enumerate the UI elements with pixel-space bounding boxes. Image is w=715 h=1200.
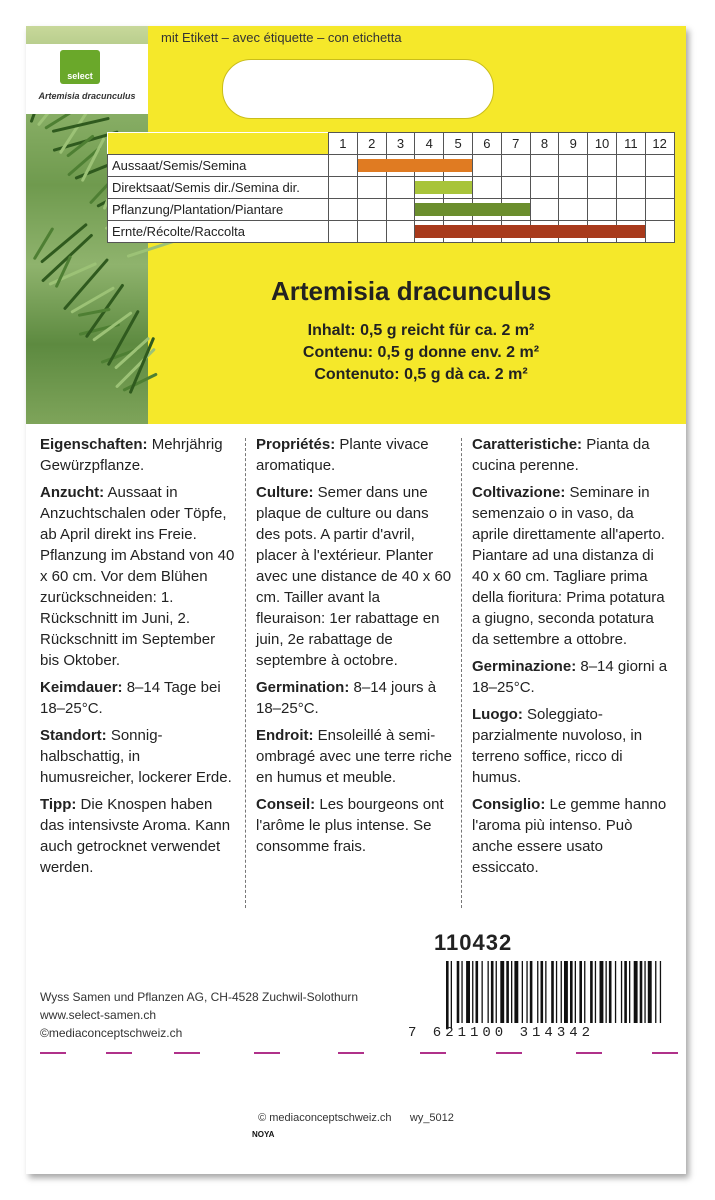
barcode-bar	[457, 961, 460, 1023]
seed-packet-back	[26, 26, 686, 1174]
barcode-bar	[551, 961, 554, 1023]
calendar-row-label: Direktsaat/Semis dir./Semina dir.	[108, 177, 329, 199]
month-header: 9	[559, 133, 588, 155]
calendar-bar	[358, 159, 387, 172]
barcode-bar	[482, 961, 483, 1023]
info-text: 8–14 Tage bei 18–25°C.	[40, 679, 221, 717]
calendar-bar	[472, 203, 502, 216]
barcode-bar	[634, 961, 638, 1023]
select-logo-text: select	[67, 71, 93, 81]
calendar-bar	[443, 203, 473, 216]
calendar-bar	[443, 159, 472, 172]
barcode-bar	[609, 961, 612, 1023]
barcode-bar	[648, 961, 652, 1023]
info-text: Sonnig-halbschattig, in humusreicher, lockerer Erde.	[40, 727, 232, 786]
info-text: Soleggiato-parzialmente nuvoloso, in terreno soffice, ricco di humus.	[472, 706, 643, 786]
barcode-bar	[545, 961, 546, 1023]
etikett-note: mit Etikett – avec étiquette – con etichetta	[161, 30, 402, 45]
info-heading: Tipp:	[40, 796, 77, 813]
month-header: 4	[415, 133, 444, 155]
label-plant-name: Artemisia dracunculus	[38, 91, 136, 101]
barcode-bar	[506, 961, 509, 1023]
info-text: Mehrjährig Gewürzpflanze.	[40, 436, 223, 474]
cut-mark	[338, 1052, 364, 1054]
info-paragraph	[256, 794, 452, 857]
barcode-bar	[496, 961, 497, 1023]
calendar-row-label: Pflanzung/Plantation/Piantare	[108, 199, 329, 221]
barcode-bar	[640, 961, 643, 1023]
info-text: Le gemme hanno l'aroma più intenso. Può anche essere usato essiccato.	[472, 796, 667, 876]
barcode-bar	[629, 961, 630, 1023]
info-text: Aussaat in Anzuchtschalen oder Töpfe, ab April direkt ins Freie. Pflanzung im Abstand von 40 x 60 cm. Vor dem Blühen zurückschneiden: 1. Rückschnitt im Juni, 2. Rückschnitt im September bis Oktober.	[40, 484, 235, 669]
barcode-bar	[624, 961, 627, 1023]
info-heading: Endroit:	[256, 727, 314, 744]
info-paragraph	[40, 677, 236, 719]
cut-mark	[106, 1052, 132, 1054]
month-header: 11	[616, 133, 645, 155]
info-paragraph	[472, 656, 668, 698]
cut-mark	[254, 1052, 280, 1054]
barcode-bar	[615, 961, 616, 1023]
barcode-bar	[526, 961, 527, 1023]
cut-mark	[40, 1052, 66, 1054]
calendar-bar	[443, 181, 472, 194]
info-heading: Consiglio:	[472, 796, 546, 813]
sowing-calendar	[107, 132, 675, 243]
footer-code: wy_5012	[409, 1112, 454, 1124]
barcode-bar	[530, 961, 533, 1023]
info-paragraph	[472, 704, 668, 788]
cut-mark	[496, 1052, 522, 1054]
cut-mark	[174, 1052, 200, 1054]
barcode-bar	[595, 961, 596, 1023]
column-divider	[245, 438, 246, 908]
barcode-bar	[564, 961, 568, 1023]
month-header: 5	[444, 133, 473, 155]
info-heading: Caratteristiche:	[472, 436, 583, 453]
calendar-bar	[587, 225, 617, 238]
printer-logo: NOYA	[252, 1130, 275, 1139]
info-text: Semer dans une plaque de culture ou dans des pots. A partir d'avril, placer à l'extérieur. Planter avec une distance de 40 x 60 cm. Tailler avant la fleuraison: 1er rabattage en juin, 2e rabattage de septembre à octobre.	[256, 484, 452, 669]
info-heading: Keimdauer:	[40, 679, 123, 696]
plant-label-tag	[26, 44, 148, 114]
info-heading: Coltivazione:	[472, 484, 566, 501]
hanger-hole	[222, 59, 494, 119]
article-number: 110432	[434, 930, 513, 955]
info-text: 8–14 jours à 18–25°C.	[256, 679, 437, 717]
company-web: www.select-samen.ch	[40, 1008, 157, 1022]
barcode-bar	[655, 961, 656, 1023]
info-heading: Anzucht:	[40, 484, 105, 501]
info-text: Plante vivace aromatique.	[256, 436, 429, 474]
month-header: 8	[530, 133, 559, 155]
content-fr: Contenu: 0,5 g donne env. 2 m²	[302, 344, 540, 361]
info-paragraph	[40, 482, 236, 671]
month-header: 12	[645, 133, 674, 155]
barcode-bar	[451, 961, 452, 1029]
info-heading: Conseil:	[256, 796, 316, 813]
info-text: Die Knospen haben das intensivste Aroma. Kann auch getrocknet verwendet werden.	[40, 796, 231, 876]
info-paragraph	[40, 434, 236, 476]
column-french	[256, 434, 452, 863]
barcode-bar	[491, 961, 494, 1023]
calendar-row-label: Aussaat/Semis/Semina	[108, 155, 329, 177]
info-heading: Luogo:	[472, 706, 523, 723]
barcode-bar	[488, 961, 489, 1023]
month-header: 2	[357, 133, 386, 155]
month-header: 7	[501, 133, 530, 155]
barcode-bar	[600, 961, 604, 1023]
footer-line	[26, 1112, 686, 1124]
barcode-bar	[606, 961, 607, 1023]
column-italian	[472, 434, 668, 884]
calendar-bar	[530, 225, 560, 238]
month-header: 10	[588, 133, 617, 155]
info-paragraph	[256, 482, 452, 671]
calendar-bar	[386, 159, 416, 172]
barcode-bar	[644, 961, 645, 1023]
info-paragraph	[40, 794, 236, 878]
plant-title: Artemisia dracunculus	[271, 276, 552, 306]
barcode-bar	[541, 961, 544, 1023]
cut-mark	[576, 1052, 602, 1054]
info-paragraph	[256, 677, 452, 719]
calendar-bar	[616, 225, 645, 238]
info-text: 8–14 giorni a 18–25°C.	[472, 658, 668, 696]
footer-copyright: © mediaconceptschweiz.ch	[258, 1112, 392, 1124]
barcode-bar	[472, 961, 473, 1023]
barcode-bar	[466, 961, 470, 1023]
barcode-bar	[514, 961, 518, 1023]
info-heading: Germinazione:	[472, 658, 577, 675]
barcode-bar	[575, 961, 576, 1023]
column-german	[40, 434, 236, 884]
info-heading: Propriétés:	[256, 436, 336, 453]
info-text: Les bourgeons ont l'arôme le plus intense. Se consomme frais.	[256, 796, 444, 855]
calendar-bar	[415, 203, 444, 216]
calendar-bar	[415, 225, 444, 238]
leaf-shape	[78, 308, 111, 317]
info-heading: Eigenschaften:	[40, 436, 148, 453]
info-paragraph	[256, 434, 452, 476]
barcode-bar	[537, 961, 538, 1023]
calendar-bar	[558, 225, 588, 238]
info-text: Pianta da cucina perenne.	[472, 436, 650, 474]
barcode-bar	[511, 961, 512, 1023]
barcode-bar	[476, 961, 479, 1023]
barcode-bar	[579, 961, 582, 1023]
info-heading: Germination:	[256, 679, 350, 696]
barcode-bar	[522, 961, 523, 1023]
calendar-bar	[415, 181, 444, 194]
cut-mark	[652, 1052, 678, 1054]
calendar-row	[108, 177, 675, 199]
month-header: 6	[472, 133, 501, 155]
info-paragraph	[472, 482, 668, 650]
calendar-bar	[414, 159, 444, 172]
calendar-bar	[501, 203, 530, 216]
info-heading: Culture:	[256, 484, 314, 501]
barcode-bar	[556, 961, 557, 1023]
barcode-bar	[584, 961, 585, 1023]
barcode-bar	[446, 961, 449, 1029]
barcode-icon	[444, 961, 666, 1029]
company-copyright: ©mediaconceptschweiz.ch	[40, 1026, 183, 1040]
info-paragraph	[256, 725, 452, 788]
barcode-bar	[461, 961, 462, 1023]
calendar-row	[108, 199, 675, 221]
column-divider	[461, 438, 462, 908]
barcode-bar	[590, 961, 593, 1023]
barcode-bar	[500, 961, 504, 1023]
barcode-bar	[660, 961, 661, 1023]
select-logo-icon	[60, 50, 100, 84]
info-paragraph	[472, 434, 668, 476]
info-paragraph	[40, 725, 236, 788]
barcode-bar	[570, 961, 573, 1023]
content-it: Contenuto: 0,5 g dà ca. 2 m²	[314, 366, 528, 383]
calendar-row	[108, 221, 675, 243]
company-name: Wyss Samen und Pflanzen AG, CH-4528 Zuchwil-Solothurn	[40, 990, 359, 1004]
month-header: 1	[329, 133, 358, 155]
month-header: 3	[386, 133, 415, 155]
barcode-bar	[621, 961, 622, 1023]
calendar-row-label: Ernte/Récolte/Raccolta	[108, 221, 329, 243]
info-paragraph	[472, 794, 668, 878]
content-de: Inhalt: 0,5 g reicht für ca. 2 m²	[307, 322, 535, 339]
info-text: Seminare in semenzaio o in vaso, da aprile direttamente all'aperto. Piantare ad una distanza di 40 x 60 cm. Tagliare prima della fioritura: Prima potatura a giugno, seconda potatura da settembre a ottobre.	[472, 484, 665, 648]
barcode-number: 7 621100 314342	[408, 1025, 595, 1041]
info-heading: Standort:	[40, 727, 107, 744]
calendar-row	[108, 155, 675, 177]
cut-mark	[420, 1052, 446, 1054]
info-text: Ensoleillé à semi-ombragé avec une terre riche en humus et meuble.	[256, 727, 452, 786]
calendar-bar	[443, 225, 473, 238]
calendar-bar	[472, 225, 502, 238]
barcode-bar	[561, 961, 562, 1023]
calendar-bar	[501, 225, 531, 238]
